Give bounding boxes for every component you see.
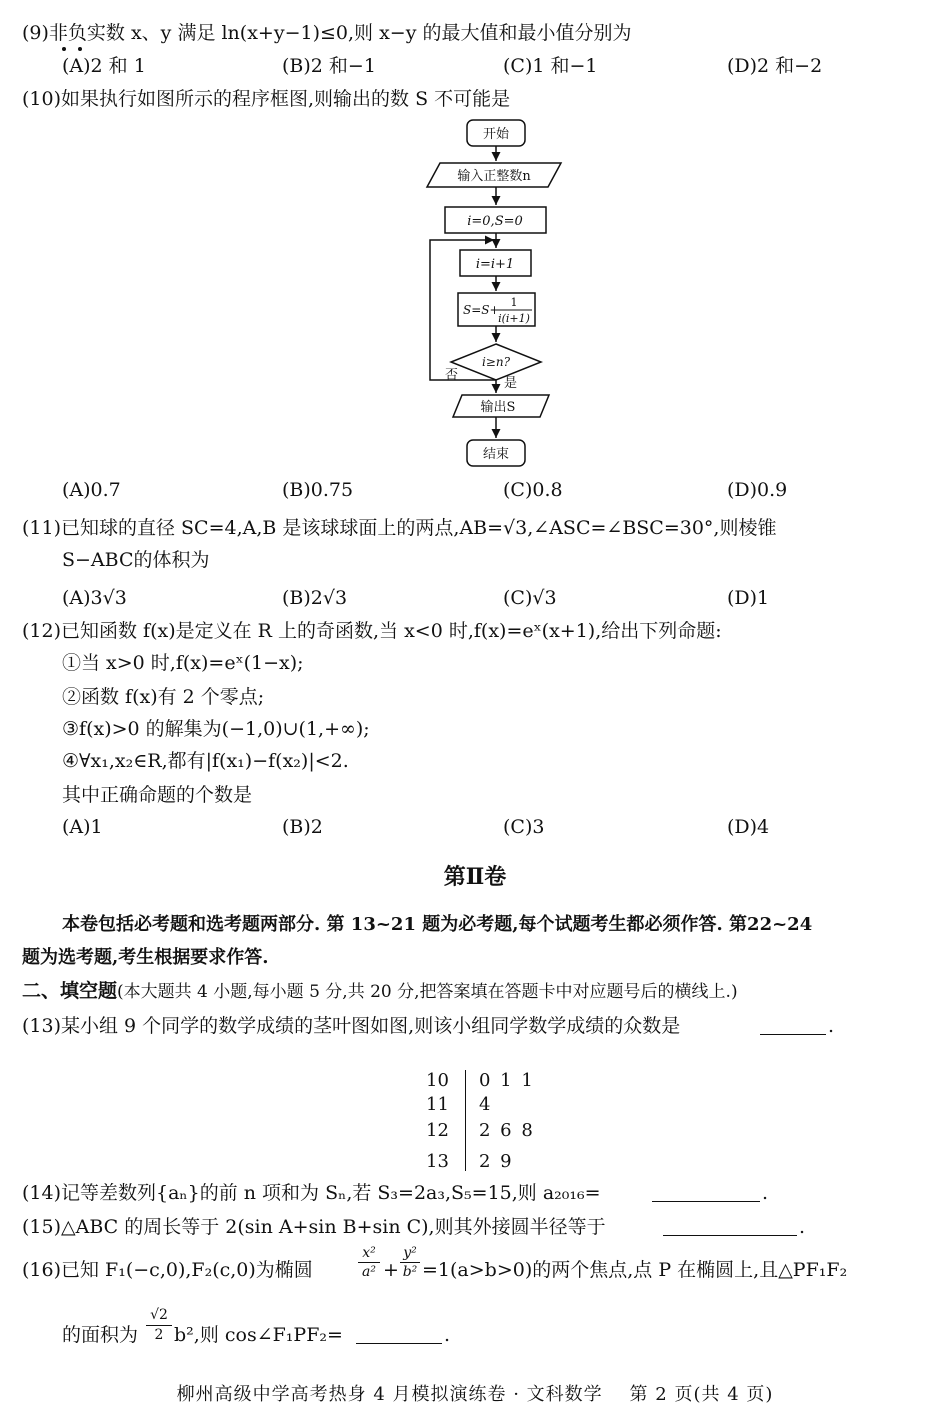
q16-area-denominator: 2 — [154, 1327, 164, 1343]
leaf-10: 0 1 1 — [479, 1070, 533, 1091]
fill-section-note: (本大题共 4 小题,每小题 5 分,共 20 分,把答案填在答题卡中对应题号后的横线上.) — [117, 982, 738, 1002]
flow-end-label: 结束 — [482, 447, 510, 462]
q16-fraction-x — [358, 1244, 380, 1281]
q13-period: . — [828, 1015, 835, 1037]
flow-inc-label: i=i+1 — [475, 257, 515, 272]
q16-answer-blank[interactable] — [356, 1343, 442, 1344]
q11-option-a: (A)3√3 — [62, 587, 127, 609]
stem-13: 13 — [426, 1151, 449, 1172]
q9-option-a: (A)2 和 1 — [62, 55, 146, 77]
q12-item-1: ①当 x>0 时,f(x)=eˣ(1−x); — [62, 652, 304, 674]
flow-input-label: 输入正整数n — [457, 169, 531, 184]
q9-option-d: (D)2 和−2 — [727, 55, 823, 77]
stem-11: 11 — [426, 1094, 449, 1115]
q16-y-numerator: y² — [403, 1245, 417, 1261]
q16-x-denominator: a² — [362, 1264, 376, 1280]
stem-leaf-divider — [465, 1070, 466, 1171]
q15-stem: (15)△ABC 的周长等于 2(sin A+sin B+sin C),则其外接圆半径等于 — [22, 1216, 606, 1238]
q9-option-c: (C)1 和−1 — [503, 55, 598, 77]
q14-stem: (14)记等差数列{aₙ}的前 n 项和为 Sₙ,若 S₃=2a₃,S₅=15,则 a₂₀₁₆= — [22, 1182, 601, 1204]
q12-item-2: ②函数 f(x)有 2 个零点; — [62, 686, 265, 708]
q16-fraction-y — [400, 1244, 420, 1281]
q12-option-c: (C)3 — [503, 816, 545, 838]
page-footer: 柳州高级中学高考热身 4 月模拟演练卷 · 文科数学 第 2 页(共 4 页) — [176, 1384, 774, 1405]
q11-option-b: (B)2√3 — [282, 587, 348, 609]
leaf-13: 2 9 — [479, 1151, 512, 1172]
part2-intro-line2: 题为选考题,考生根据要求作答. — [22, 947, 269, 968]
flowchart — [0, 112, 950, 472]
q10-option-c: (C)0.8 — [503, 479, 563, 501]
fill-section-title: 二、填空题 — [22, 980, 118, 1002]
q16-period: . — [444, 1324, 451, 1346]
q13-answer-blank[interactable] — [760, 1034, 826, 1035]
flow-no-label: 否 — [445, 368, 459, 383]
q16-line2-mid: b²,则 cos∠F₁PF₂= — [174, 1324, 343, 1346]
flow-yes-label: 是 — [504, 376, 518, 391]
q15-period: . — [799, 1216, 806, 1238]
flow-output-label: 输出S — [480, 400, 516, 415]
q14-period: . — [762, 1182, 769, 1204]
q16-x-numerator: x² — [362, 1245, 376, 1261]
emphasis-dot — [78, 47, 82, 51]
stem-12: 12 — [426, 1120, 449, 1141]
emphasis-dot — [62, 47, 66, 51]
q11-stem-line2: S−ABC的体积为 — [62, 549, 210, 571]
q12-option-d: (D)4 — [727, 816, 770, 838]
q12-option-b: (B)2 — [282, 816, 323, 838]
q11-option-d: (D)1 — [727, 587, 770, 609]
stem-10: 10 — [426, 1070, 449, 1091]
q16-plus: + — [383, 1259, 399, 1281]
q10-stem: (10)如果执行如图所示的程序框图,则输出的数 S 不可能是 — [22, 88, 511, 110]
q16-y-denominator: b² — [402, 1264, 418, 1280]
flow-start-label: 开始 — [482, 127, 510, 142]
q15-answer-blank[interactable] — [663, 1235, 797, 1236]
q11-option-c: (C)√3 — [503, 587, 557, 609]
q10-option-a: (A)0.7 — [62, 479, 121, 501]
flow-init-label: i=0,S=0 — [467, 214, 523, 229]
flow-cond-label: i≥n? — [481, 355, 511, 369]
flow-sum-numerator: 1 — [510, 296, 518, 309]
q10-option-b: (B)0.75 — [282, 479, 354, 501]
q12-question: 其中正确命题的个数是 — [62, 784, 253, 806]
q11-stem-line1: (11)已知球的直径 SC=4,A,B 是该球球面上的两点,AB=√3,∠ASC=∠BSC=30°,则棱锥 — [22, 517, 777, 539]
leaf-11: 4 — [479, 1094, 491, 1115]
q16-fraction-area — [146, 1306, 172, 1345]
q16-line1-start: (16)已知 F₁(−c,0),F₂(c,0)为椭圆 — [22, 1259, 313, 1281]
q12-item-3: ③f(x)>0 的解集为(−1,0)∪(1,+∞); — [62, 718, 370, 740]
q16-area-numerator: √2 — [150, 1307, 168, 1323]
part2-intro-line1: 本卷包括必考题和选考题两部分. 第 13~21 题为必考题,每个试题考生都必须作答. 第22~24 — [62, 914, 813, 935]
q12-option-a: (A)1 — [62, 816, 103, 838]
q12-item-4: ④∀x₁,x₂∈R,都有|f(x₁)−f(x₂)|<2. — [62, 750, 349, 772]
q13-stem: (13)某小组 9 个同学的数学成绩的茎叶图如图,则该小组同学数学成绩的众数是 — [22, 1015, 681, 1037]
q9-stem: (9)非负实数 x、y 满足 ln(x+y−1)≤0,则 x−y 的最大值和最小值分别为 — [22, 22, 632, 44]
section-title: 第Ⅱ卷 — [443, 864, 507, 890]
q12-stem: (12)已知函数 f(x)是定义在 R 上的奇函数,当 x<0 时,f(x)=eˣ(x+1),给出下列命题: — [22, 620, 722, 642]
fill-section-heading — [22, 978, 738, 1005]
flow-sum-left: S=S+ — [463, 303, 500, 317]
leaf-12: 2 6 8 — [479, 1120, 533, 1141]
stem-leaf-plot — [420, 1070, 580, 1175]
q9-option-b: (B)2 和−1 — [282, 55, 376, 77]
flow-sum-denominator: i(i+1) — [498, 312, 530, 325]
q14-answer-blank[interactable] — [652, 1201, 760, 1202]
q16-line2-start: 的面积为 — [62, 1324, 139, 1346]
q10-option-d: (D)0.9 — [727, 479, 788, 501]
q16-line1-end: =1(a>b>0)的两个焦点,点 P 在椭圆上,且△PF₁F₂ — [422, 1259, 848, 1281]
